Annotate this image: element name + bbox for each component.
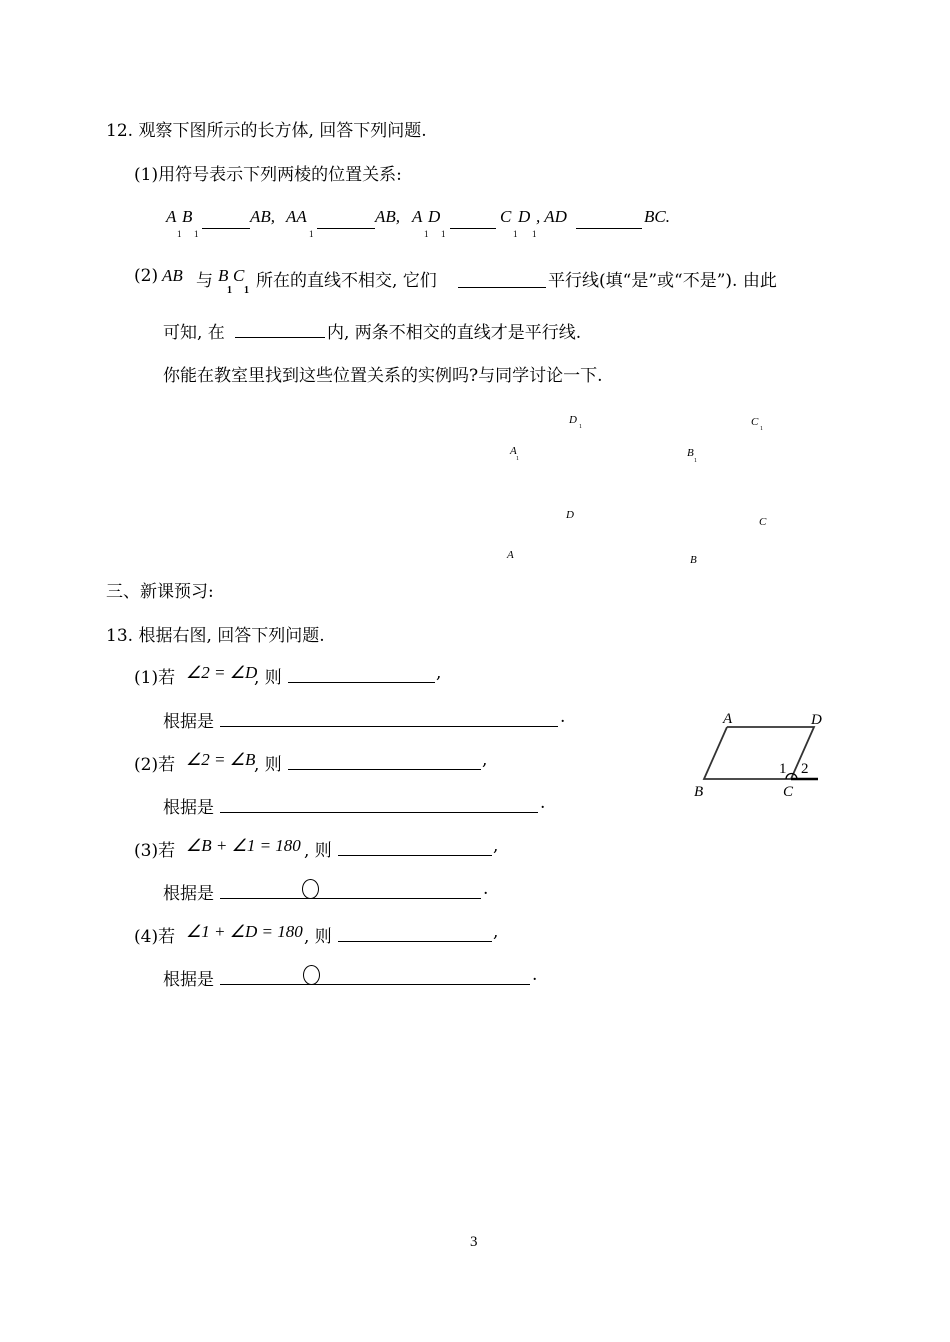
angle-2-label: 2 (801, 761, 809, 777)
vertex-d: D (566, 509, 574, 521)
circle-icon (303, 965, 320, 985)
q13-item-1 (134, 663, 454, 689)
vertex-a: A (723, 711, 733, 727)
sub-1: 1 (694, 458, 697, 464)
answer-blank[interactable] (450, 228, 496, 229)
basis-label: 根据是 (163, 712, 214, 732)
part2-text-4: 内, 两条不相交的直线才是平行线. (327, 323, 582, 343)
vertex-a: A (507, 549, 514, 561)
rel-ab: AB, (250, 207, 276, 226)
sub-1: 1 (532, 229, 537, 239)
sub-1: 1 (424, 229, 429, 239)
period: . (540, 793, 546, 813)
answer-blank[interactable] (576, 228, 642, 229)
q13-item-4 (134, 922, 514, 948)
answer-blank[interactable] (202, 228, 250, 229)
sub-1: 1 (177, 229, 182, 239)
vertex-b: B (690, 554, 697, 566)
item-then: , 则 (254, 668, 282, 688)
q12-part2-line2 (163, 318, 663, 344)
seg-b1c1-b: B (218, 266, 229, 285)
comma: , (493, 922, 499, 942)
sub-1: 1 (309, 229, 314, 239)
comma: , (436, 663, 442, 683)
q13-item-3 (134, 836, 514, 862)
answer-blank[interactable] (220, 812, 538, 813)
rel-ab-2: AB, (375, 207, 401, 226)
part2-text-3: 可知, 在 (163, 323, 225, 343)
sub-1: 1 (760, 426, 763, 432)
answer-blank[interactable] (220, 984, 530, 985)
item-prefix: (4)若 (134, 927, 176, 947)
seg-ab: AB (162, 266, 183, 285)
q13-item-2 (134, 750, 504, 776)
item-condition: ∠2 = ∠D (186, 663, 258, 682)
answer-blank[interactable] (317, 228, 375, 229)
basis-label: 根据是 (163, 884, 214, 904)
q12-part2-line (134, 266, 854, 300)
part2-number: (2) (134, 266, 159, 286)
item-condition: ∠2 = ∠B (186, 750, 256, 769)
item-then: , 则 (304, 841, 332, 861)
vertex-a1: A (510, 445, 517, 457)
sub-1: 1 (579, 424, 582, 430)
q13-title: 13. 根据右图, 回答下列问题. (106, 626, 325, 646)
item-prefix: (2)若 (134, 755, 176, 775)
basis-label: 根据是 (163, 970, 214, 990)
vertex-c: C (759, 516, 767, 528)
answer-blank[interactable] (220, 726, 558, 727)
item-then: , 则 (254, 755, 282, 775)
part2-text-2: 平行线(填“是”或“不是”). 由此 (548, 271, 777, 291)
q12-title: 12. 观察下图所示的长方体, 回答下列问题. (106, 121, 427, 141)
answer-blank[interactable] (220, 898, 481, 899)
comma: , (493, 836, 499, 856)
seg-b1c1-c: C (233, 266, 245, 285)
q13-basis-2 (163, 793, 563, 819)
period: . (483, 879, 489, 899)
period: . (560, 707, 566, 727)
seg-b1: B (182, 207, 193, 226)
answer-blank[interactable] (458, 287, 546, 288)
item-prefix: (3)若 (134, 841, 176, 861)
rel-ad: , AD (536, 207, 567, 226)
seg-a1-2: A (412, 207, 423, 226)
seg-d1-2: D (518, 207, 531, 226)
vertex-b: B (694, 784, 704, 800)
q12-part1: (1)用符号表示下列两棱的位置关系: (134, 165, 402, 185)
sub-1: 1 (227, 285, 232, 296)
item-prefix: (1)若 (134, 668, 176, 688)
rel-bc: BC. (644, 207, 670, 226)
vertex-d: D (811, 712, 822, 728)
sub-1: 1 (194, 229, 199, 239)
vertex-c1: C (751, 416, 759, 428)
seg-c1: C (500, 207, 512, 226)
answer-blank[interactable] (288, 682, 435, 683)
angle-1-label: 1 (779, 761, 787, 777)
section-heading: 三、新课预习: (106, 582, 214, 602)
period: . (532, 965, 538, 985)
item-condition: ∠B + ∠1 = 180 (186, 836, 301, 855)
sub-1: 1 (513, 229, 518, 239)
basis-label: 根据是 (163, 798, 214, 818)
sub-1: 1 (441, 229, 446, 239)
seg-a1: A (166, 207, 177, 226)
answer-blank[interactable] (338, 855, 492, 856)
vertex-d1: D (569, 414, 577, 426)
part2-text: 所在的直线不相交, 它们 (256, 271, 437, 291)
q13-basis-3 (163, 879, 503, 905)
answer-blank[interactable] (288, 769, 481, 770)
answer-blank[interactable] (235, 337, 325, 338)
vertex-b1: B (687, 447, 694, 459)
parallelogram-figure (690, 710, 840, 805)
vertex-c: C (783, 784, 794, 800)
q13-basis-1 (163, 707, 583, 733)
cuboid-figure (500, 408, 790, 573)
q13-basis-4 (163, 965, 553, 991)
item-condition: ∠1 + ∠D = 180 (186, 922, 303, 941)
circle-icon (302, 879, 319, 899)
sub-1: 1 (244, 285, 249, 296)
q12-discussion: 你能在教室里找到这些位置关系的实例吗?与同学讨论一下. (163, 366, 603, 386)
item-then: , 则 (304, 927, 332, 947)
with-word: 与 (196, 271, 213, 291)
sub-1: 1 (516, 456, 519, 462)
seg-d1: D (428, 207, 441, 226)
page-number: 3 (470, 1234, 478, 1250)
answer-blank[interactable] (338, 941, 492, 942)
rel-aa1: AA (286, 207, 307, 226)
comma: , (482, 750, 488, 770)
